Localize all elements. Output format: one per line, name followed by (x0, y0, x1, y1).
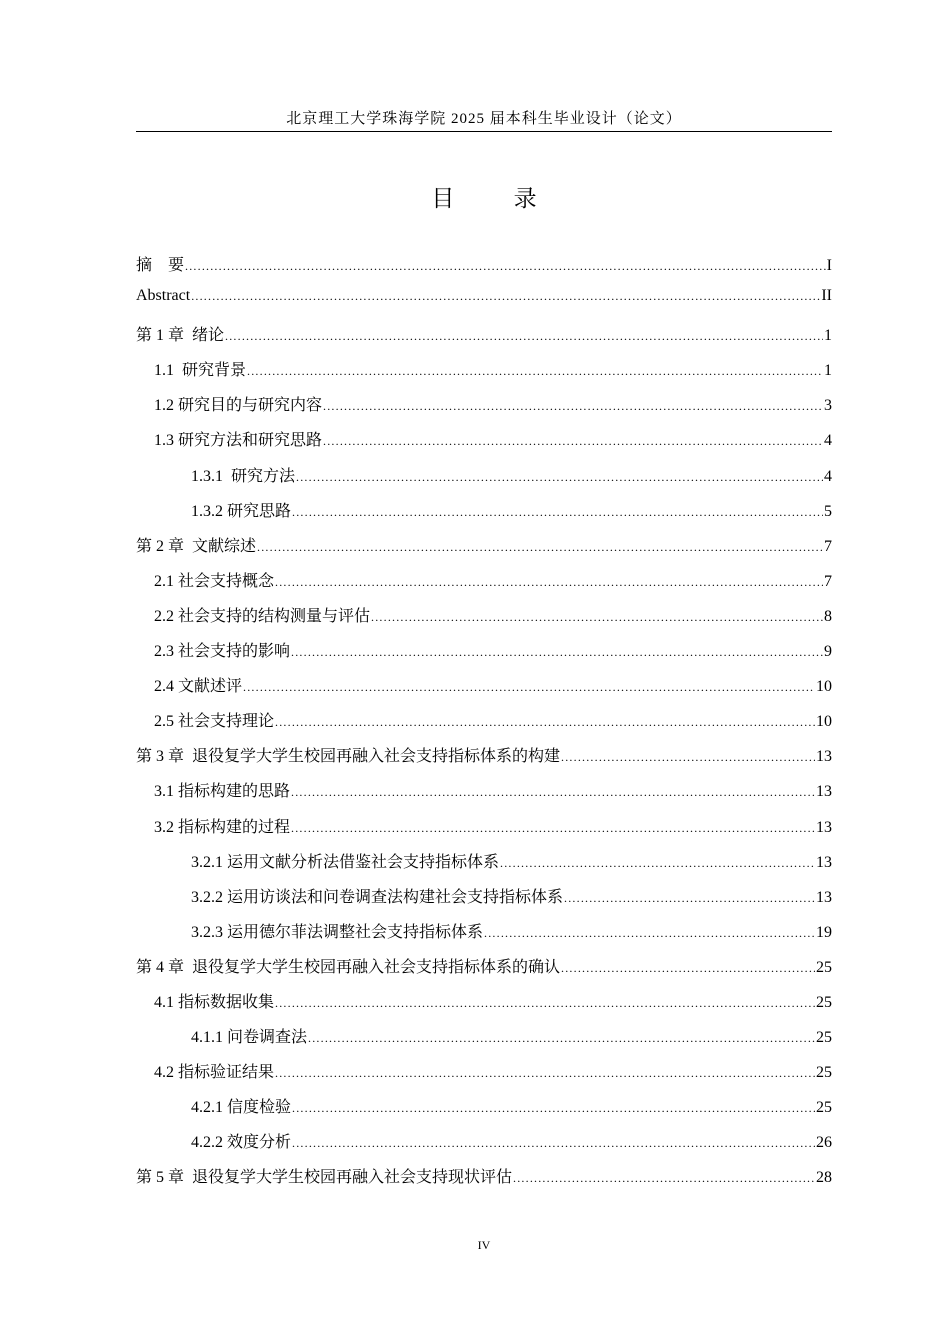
toc-entry-label: 1.3.2 研究思路 (191, 502, 292, 520)
toc-leader-dots (561, 962, 815, 974)
toc-leader-dots (513, 1172, 815, 1184)
toc-entry-chapter-5[interactable] (136, 1164, 832, 1199)
toc-leader-dots (191, 290, 820, 302)
toc-leader-dots (225, 330, 823, 342)
toc-entry-label: Abstract (136, 287, 191, 305)
toc-entry-label: 3.2 指标构建的过程 (154, 818, 291, 836)
toc-entry-label: 2.1 社会支持概念 (154, 572, 275, 590)
toc-entry-page: 25 (816, 993, 832, 1011)
toc-leader-dots (484, 927, 815, 939)
toc-entry-4-1-1[interactable] (136, 1024, 832, 1059)
toc-entry-page: 5 (824, 502, 832, 520)
toc-entry-page: 4 (824, 432, 832, 450)
toc-entry-label: 3.2.3 运用德尔菲法调整社会支持指标体系 (191, 923, 484, 941)
toc-entry-label: 第 4 章 退役复学大学生校园再融入社会支持指标体系的确认 (136, 958, 561, 976)
toc-entry-2-4[interactable] (136, 673, 832, 708)
toc-entry-2-3[interactable] (136, 638, 832, 673)
toc-entry-1-3-1[interactable] (136, 463, 832, 498)
toc-entry-chapter-1[interactable] (136, 322, 832, 357)
toc-entry-4-2-2[interactable] (136, 1129, 832, 1164)
toc-entry-page: 4 (824, 467, 832, 485)
toc-entry-page: 13 (816, 888, 832, 906)
toc-leader-dots (291, 646, 823, 658)
toc-entry-page: 13 (816, 783, 832, 801)
toc-entry-label: 4.2 指标验证结果 (154, 1064, 275, 1082)
toc-leader-dots (275, 576, 823, 588)
toc-entry-2-2[interactable] (136, 603, 832, 638)
toc-leader-dots (257, 541, 823, 553)
toc-leader-dots (185, 260, 826, 272)
toc-entry-label: 3.1 指标构建的思路 (154, 783, 291, 801)
toc-entry-page: 10 (816, 713, 832, 731)
toc-leader-dots (323, 400, 823, 412)
toc-entry-chapter-3[interactable] (136, 743, 832, 778)
toc-entry-page: 13 (816, 818, 832, 836)
toc-leader-dots (308, 1032, 815, 1044)
toc-leader-dots (275, 997, 815, 1009)
toc-entry-chapter-2[interactable] (136, 533, 832, 568)
toc-entry-page: 7 (824, 537, 832, 555)
toc-entry-page: 13 (816, 853, 832, 871)
toc-entry-page: 13 (816, 748, 832, 766)
page-number: IV (477, 1238, 491, 1252)
toc-entry-page: 25 (816, 1099, 832, 1117)
toc-entry-3-2-1[interactable] (136, 849, 832, 884)
toc-entry-page: 1 (824, 327, 832, 345)
toc-leader-dots (291, 786, 815, 798)
toc-entry-page: 3 (824, 397, 832, 415)
toc-entry-label: 第 5 章 退役复学大学生校园再融入社会支持现状评估 (136, 1169, 513, 1187)
toc-entry-label: 1.3.1 研究方法 (191, 467, 296, 485)
toc-leader-dots (371, 611, 823, 623)
toc-entry-label: 第 3 章 退役复学大学生校园再融入社会支持指标体系的构建 (136, 748, 561, 766)
toc-entry-label: 3.2.2 运用访谈法和问卷调查法构建社会支持指标体系 (191, 888, 564, 906)
toc-entry-label: 第 1 章 绪论 (136, 327, 225, 345)
toc-entry-abstract-cn[interactable] (136, 252, 832, 287)
toc-entry-3-2-3[interactable] (136, 919, 832, 954)
toc-entry-page: 28 (816, 1169, 832, 1187)
toc-entry-2-1[interactable] (136, 568, 832, 603)
toc-entry-label: 2.2 社会支持的结构测量与评估 (154, 607, 371, 625)
toc-entry-label: 1.1 研究背景 (154, 362, 247, 380)
toc-entry-page: 25 (816, 958, 832, 976)
toc-leader-dots (323, 435, 823, 447)
toc-entry-1-1[interactable] (136, 357, 832, 392)
toc-entry-1-3-2[interactable] (136, 498, 832, 533)
toc-entry-label: 3.2.1 运用文献分析法借鉴社会支持指标体系 (191, 853, 500, 871)
toc-leader-dots (275, 716, 815, 728)
toc-leader-dots (292, 1102, 815, 1114)
toc-entry-1-3[interactable] (136, 427, 832, 462)
toc-entry-page: 1 (824, 362, 832, 380)
toc-entry-3-2[interactable] (136, 814, 832, 849)
toc-entry-page: 9 (824, 643, 832, 661)
toc-leader-dots (275, 1067, 815, 1079)
toc-leader-dots (247, 365, 823, 377)
toc-entry-3-1[interactable] (136, 778, 832, 813)
toc-leader-dots (243, 681, 815, 693)
toc-entry-abstract-en[interactable] (136, 287, 832, 322)
toc-leader-dots (561, 751, 815, 763)
toc-entry-label: 2.5 社会支持理论 (154, 713, 275, 731)
toc-entry-page: II (821, 287, 832, 305)
toc-entry-page: 25 (816, 1029, 832, 1047)
toc-entry-label: 1.2 研究目的与研究内容 (154, 397, 323, 415)
toc-entry-label: 摘 要 (136, 257, 185, 274)
toc-entry-label: 4.1 指标数据收集 (154, 993, 275, 1011)
toc-entry-4-2[interactable] (136, 1059, 832, 1094)
toc-entry-label: 2.4 文献述评 (154, 678, 243, 696)
toc-entry-page: 7 (824, 572, 832, 590)
toc-leader-dots (564, 892, 815, 904)
toc-entry-page: 19 (816, 923, 832, 941)
toc-entry-1-2[interactable] (136, 392, 832, 427)
toc-entry-page: 10 (816, 678, 832, 696)
header-divider (136, 131, 832, 132)
toc-leader-dots (500, 857, 815, 869)
toc-entry-2-5[interactable] (136, 708, 832, 743)
toc-leader-dots (296, 471, 823, 483)
toc-entry-page: 8 (824, 607, 832, 625)
toc-entry-label: 第 2 章 文献综述 (136, 537, 257, 555)
toc-entry-3-2-2[interactable] (136, 884, 832, 919)
toc-entry-label: 4.2.1 信度检验 (191, 1099, 292, 1117)
toc-leader-dots (292, 506, 823, 518)
toc-entry-label: 1.3 研究方法和研究思路 (154, 432, 323, 450)
toc-entry-label: 2.3 社会支持的影响 (154, 643, 291, 661)
page-header: 北京理工大学珠海学院 2025 届本科生毕业设计（论文） (286, 111, 682, 127)
toc-entry-label: 4.1.1 问卷调查法 (191, 1029, 308, 1047)
toc-entry-chapter-4[interactable] (136, 954, 832, 989)
toc-entry-page: 26 (816, 1134, 832, 1152)
table-of-contents (136, 252, 832, 1200)
toc-entry-label: 4.2.2 效度分析 (191, 1134, 292, 1152)
toc-entry-page: 25 (816, 1064, 832, 1082)
toc-entry-4-2-1[interactable] (136, 1094, 832, 1129)
toc-leader-dots (291, 822, 815, 834)
toc-entry-4-1[interactable] (136, 989, 832, 1024)
toc-leader-dots (292, 1137, 815, 1149)
toc-title: 目 录 (431, 186, 563, 212)
toc-entry-page: I (826, 257, 832, 274)
